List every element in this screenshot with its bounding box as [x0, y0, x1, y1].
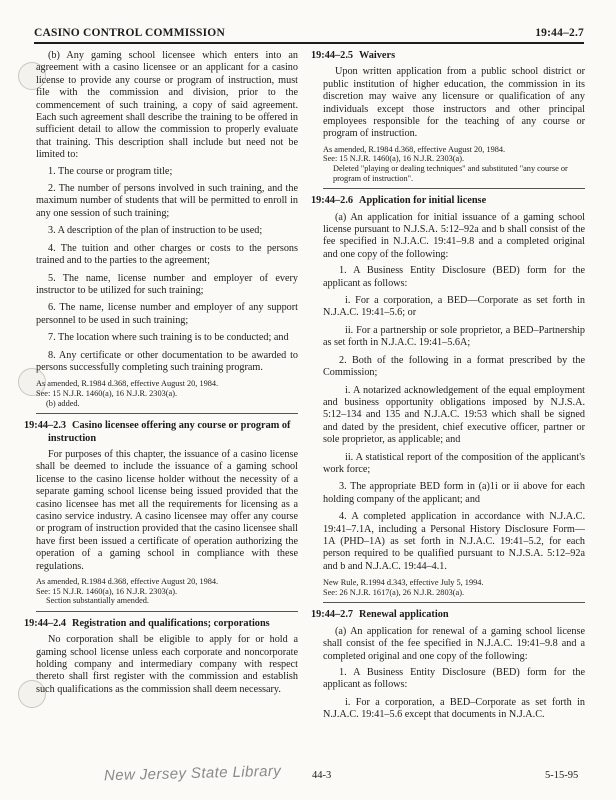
history-note	[323, 145, 585, 183]
list-item: 4. The tuition and other charges or costs to the persons trained and to the parties to the agreement;	[36, 242, 298, 267]
section-intro: (a) An application for renewal of a gaming school license shall consist of the fee specified in N.J.A.C. 19:41–9.8 and a completed original and one copy of the following:	[323, 625, 585, 662]
right-column	[311, 50, 585, 727]
list-item: 6. The name, license number and employer of any support personnel to be used in such training;	[36, 302, 298, 326]
section-title: Registration and qualifications; corporations	[72, 617, 270, 629]
section-title: Application for initial license	[359, 195, 487, 207]
section-title: Waivers	[359, 50, 396, 61]
section-divider	[36, 611, 298, 612]
list-subitem: i. For a corporation, a BED—Corporate as set forth in N.J.A.C. 19:41–5.6; or	[323, 295, 585, 319]
history-line: As amended, R.1984 d.368, effective August 20, 1984.	[36, 577, 219, 586]
history-line: See: 15 N.J.R. 1460(a), 16 N.J.R. 2303(a).	[36, 388, 178, 398]
list-subitem: ii. For a partnership or sole proprietor, a BED–Partnership as set forth in N.J.A.C. 19:41–5.6A;	[323, 324, 585, 349]
section-title: Renewal application	[359, 609, 449, 621]
history-line: See: 26 N.J.R. 1617(a), 26 N.J.R. 2803(a).	[323, 587, 465, 597]
list-item: 1. A Business Entity Disclosure (BED) form for the applicant as follows:	[323, 265, 585, 289]
section-body: For purposes of this chapter, the issuance of a casino license shall be deemed to include the issuance of a gaming school license to the casino license holder without the necessity of a separate gaming school license being issued provided that the casino licensee has met all the requirements for licensing as a casino service industry. A casino licensee may offer any course or program of instruction provided that the casino licensee shall have first been issued a certificate of operation authorizing the operation of a gaming school in compliance with these regulations.	[36, 448, 298, 572]
history-line: See: 15 N.J.R. 1460(a), 16 N.J.R. 2303(a).	[323, 154, 465, 164]
section-number: 19:44–2.7	[311, 609, 354, 621]
history-note	[36, 577, 298, 606]
section-body: Upon written application from a public school district or public institution of higher education, the commission in its discretion may waive any licensure or qualification of any individuals except those instructors and other principal employees responsible for the teaching of any course or program of instruction.	[323, 66, 585, 140]
header-title: CASINO CONTROL COMMISSION	[34, 27, 225, 39]
list-item: 4. A completed application in accordance with N.J.A.C. 19:41–7.1A, including a Personal History Disclosure Form—1A (PHD–1A) as set forth in N.J.A.C. 19:41–5.2, for each person required to be qualified pursuant to N.J.S.A. 5:12–92a and b and N.J.A.C. 19:44–4.1.	[323, 511, 585, 572]
section-divider	[323, 602, 585, 603]
list-item: 8. Any certificate or other documentation to be awarded to persons successfully completing such training program.	[36, 349, 298, 373]
history-line: Deleted "playing or dealing techniques" and substituted "any course or program of instruction".	[333, 164, 568, 183]
history-line: As amended, R.1984 d.368, effective August 20, 1984.	[36, 379, 219, 389]
section-divider	[36, 413, 298, 414]
section-number: 19:44–2.4	[24, 617, 67, 629]
header-section-range: 19:44–2.7	[535, 27, 584, 39]
history-line: New Rule, R.1994 d.343, effective July 5, 1994.	[323, 578, 484, 588]
page-number: 44-3	[312, 770, 332, 781]
section-number: 19:44–2.6	[311, 195, 354, 207]
history-line: As amended, R.1984 d.368, effective August 20, 1984.	[323, 144, 506, 154]
section-body: No corporation shall be eligible to apply for or hold a gaming school license unless each corporate and noncorporate holding company and intermediary company with respect thereto shall first register with the commission and establish such qualifications as the commission shall deem necessary.	[36, 634, 298, 695]
list-item: 1. A Business Entity Disclosure (BED) form for the applicant as follows:	[323, 667, 585, 691]
section-heading	[311, 50, 585, 62]
list-item: 5. The name, license number and employer of every instructor to be utilized for such training;	[36, 272, 298, 296]
list-item: 1. The course or program title;	[48, 165, 173, 177]
section-number: 19:44–2.5	[311, 50, 354, 61]
list-item: 3. A description of the plan of instruction to be used;	[48, 225, 263, 237]
list-item: 2. The number of persons involved in such training, and the maximum number of students that will be permitted to enroll in any one session of such training;	[36, 183, 298, 219]
list-item: 7. The location where such training is to be conducted; and	[48, 332, 289, 344]
left-column	[24, 50, 298, 700]
history-line: (b) added.	[46, 398, 80, 408]
section-heading	[311, 609, 585, 621]
library-stamp: New Jersey State Library	[103, 762, 282, 785]
section-intro: (a) An application for initial issuance of a gaming school license pursuant to N.J.S.A. 5:12–92a and b shall consist of the fee specified in N.J.A.C. 19:41–9.8 and a completed original and one copy of the following:	[323, 211, 585, 260]
history-note	[36, 379, 298, 408]
list-subitem: ii. A statistical report of the composition of the applicant's work force;	[323, 451, 585, 475]
section-number: 19:44–2.3	[24, 420, 67, 432]
section-heading	[311, 195, 585, 207]
list-item: 2. Both of the following in a format prescribed by the Commission;	[323, 354, 585, 379]
history-note	[323, 578, 585, 597]
history-line: See: 15 N.J.R. 1460(a), 16 N.J.R. 2303(a).	[36, 586, 178, 596]
list-subitem: i. A notarized acknowledgement of the equal employment and business opportunity obligations imposed by N.J.S.A. 5:12–134 and 135 and N.J.A.C. 19:53 which shall be signed and dated by the president, chief executive officer, partner or sole proprietor, as applicable; and	[323, 384, 585, 446]
section-divider	[323, 188, 585, 189]
history-line: Section substantially amended.	[46, 596, 149, 606]
running-header	[34, 24, 584, 44]
supplement-date: 5-15-95	[545, 770, 579, 781]
section-heading	[24, 617, 298, 630]
list-item: 3. The appropriate BED form in (a)1i or ii above for each holding company of the applicant; and	[323, 481, 585, 505]
paragraph-b-intro: (b) Any gaming school licensee which enters into an agreement with a casino licensee or an applicant for a casino license to provide any course or program of instruction, must file with the commission and division, prior to the commencement of such training, a copy of said agreement. Each such agreement shall describe the training to be offered in sufficient detail to allow the commission to properly evaluate that training. This description shall include but need not be limited to:	[36, 50, 298, 161]
section-title: Casino licensee offering any course or program of instruction	[48, 420, 291, 444]
section-heading	[24, 420, 298, 445]
list-subitem: i. For a corporation, a BED–Corporate as set forth in N.J.A.C. 19:41–5.6 except that documents in N.J.A.C.	[323, 696, 585, 721]
